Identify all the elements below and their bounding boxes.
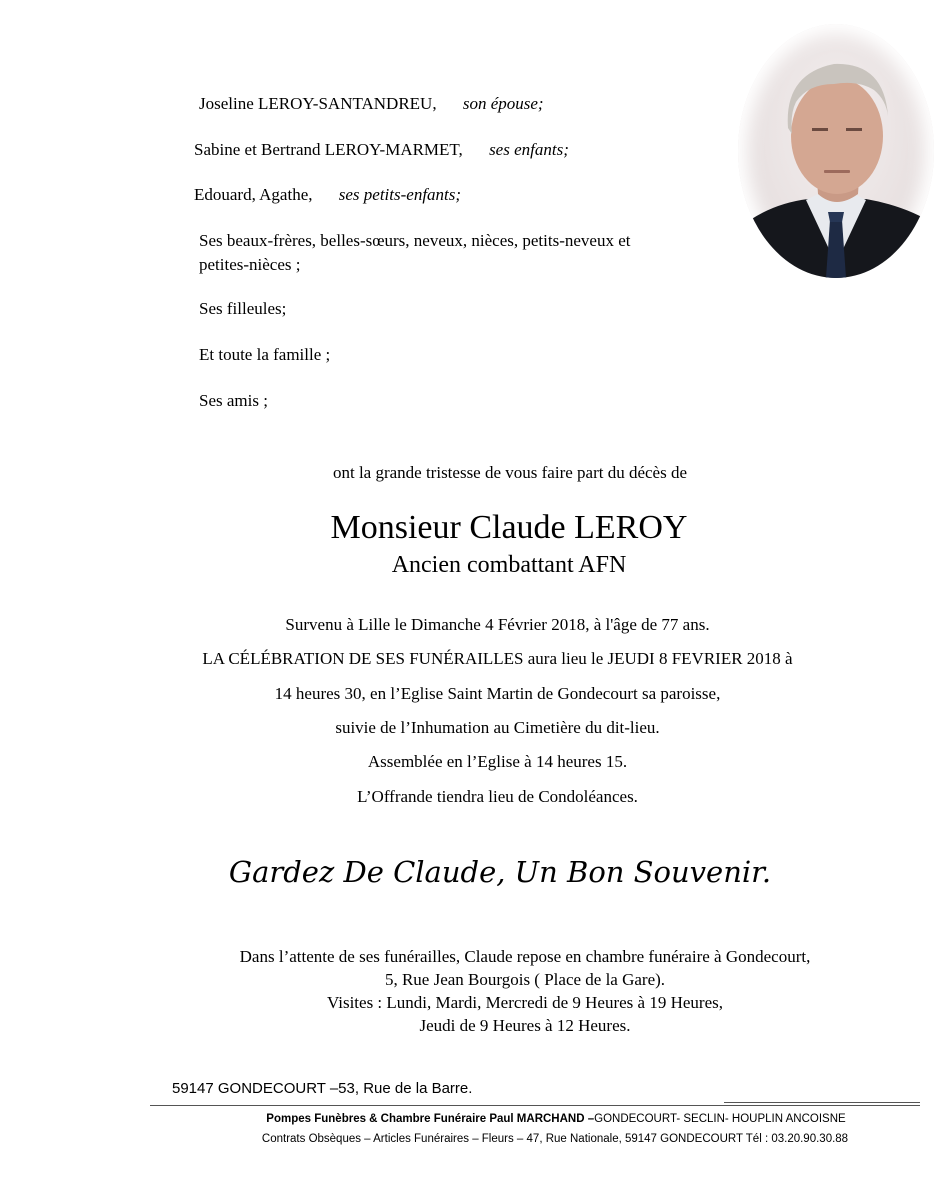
spouse-names: Joseline LEROY-SANTANDREU,: [199, 94, 437, 113]
children-relation: ses enfants;: [489, 140, 569, 159]
offering-details: L’Offrande tiendra lieu de Condoléances.: [357, 787, 638, 806]
motto: Gardez De Claude, Un Bon Souvenir.: [228, 855, 772, 889]
family-whole-family: Et toute la famille ;: [199, 345, 331, 364]
grandchildren-names: Edouard, Agathe,: [194, 185, 313, 204]
rest-line2: 5, Rue Jean Bourgois ( Place de la Gare).: [384, 970, 666, 989]
address-line: 59147 GONDECOURT –53, Rue de la Barre.: [172, 1080, 473, 1097]
burial-details: suivie de l’Inhumation au Cimetière du dit-lieu.: [335, 718, 660, 737]
spouse-relation: son épouse;: [462, 94, 544, 113]
family-spouse: [199, 93, 544, 115]
assembly-details: Assemblée en l’Eglise à 14 heures 15.: [367, 752, 628, 771]
footer-divider: [150, 1105, 920, 1106]
footer-services: Contrats Obsèques – Articles Funéraires – Fleurs – 47, Rue Nationale, 59147 GONDECOURT Tél : 03.20.90.30.88: [261, 1133, 849, 1145]
children-names: Sabine et Bertrand LEROY-MARMET,: [194, 140, 463, 159]
rest-line4: Jeudi de 9 Heures à 12 Heures.: [419, 1016, 631, 1035]
rest-line3: Visites : Lundi, Mardi, Mercredi de 9 Heures à 19 Heures,: [326, 993, 723, 1012]
family-in-laws-line1: Ses beaux-frères, belles-sœurs, neveux, nièces, petits-neveux et: [199, 231, 631, 250]
deceased-title: Ancien combattant AFN: [391, 552, 627, 578]
announcement-text: ont la grande tristesse de vous faire part du décès de: [332, 463, 688, 482]
ceremony-line1: LA CÉLÉBRATION DE SES FUNÉRAILLES aura lieu le JEUDI 8 FEVRIER 2018 à: [202, 649, 793, 668]
family-children: [194, 139, 569, 161]
family-friends: Ses amis ;: [199, 391, 268, 410]
family-grandchildren: [194, 184, 461, 206]
deceased-name: Monsieur Claude LEROY: [330, 509, 688, 546]
family-in-laws-line2: petites-nièces ;: [199, 255, 301, 274]
death-details: Survenu à Lille le Dimanche 4 Février 2018, à l'âge de 77 ans.: [285, 615, 710, 634]
ceremony-line2: 14 heures 30, en l’Eglise Saint Martin de Gondecourt sa paroisse,: [274, 684, 721, 703]
signature-rule: [724, 1102, 920, 1103]
portrait-illustration: [738, 24, 934, 278]
footer-company: [0, 1111, 947, 1127]
portrait-photo: [738, 24, 934, 278]
grandchildren-relation: ses petits-enfants;: [338, 185, 462, 204]
rest-line1: Dans l’attente de ses funérailles, Claude repose en chambre funéraire à Gondecourt,: [239, 947, 811, 966]
family-goddaughters: Ses filleules;: [199, 299, 287, 318]
company-locations: GONDECOURT- SECLIN- HOUPLIN ANCOISNE: [594, 1113, 846, 1125]
company-name: Pompes Funèbres & Chambre Funéraire Paul MARCHAND –: [266, 1113, 595, 1125]
